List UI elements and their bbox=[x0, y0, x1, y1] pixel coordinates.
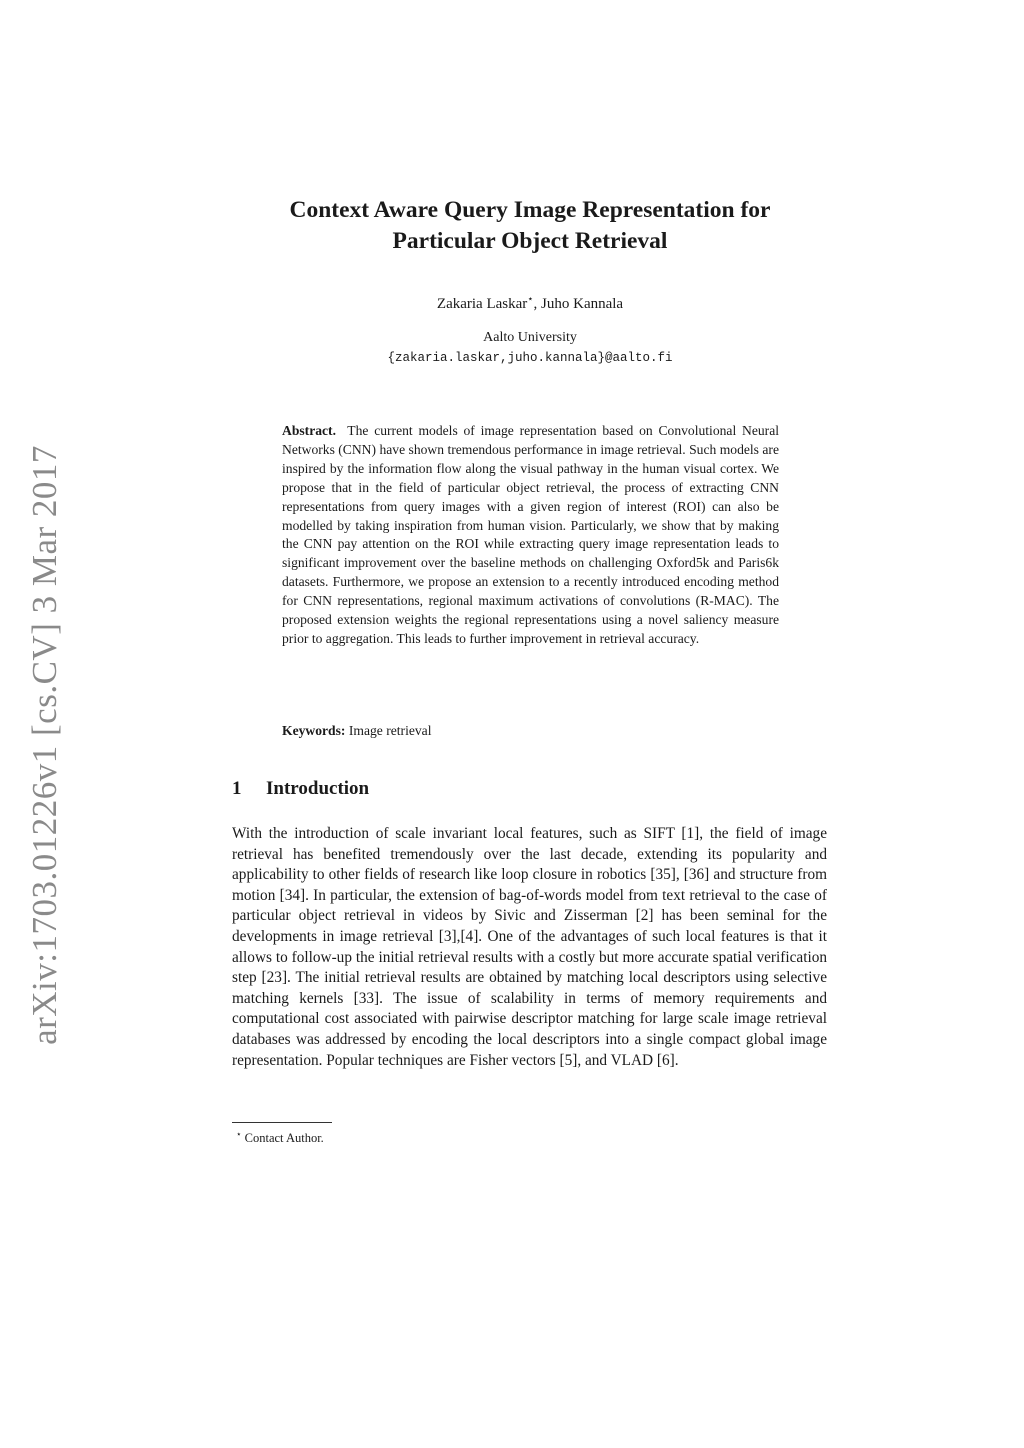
author-name-2: Juho Kannala bbox=[541, 296, 624, 312]
keywords-label: Keywords: bbox=[282, 723, 346, 738]
paper-title bbox=[200, 195, 860, 257]
arxiv-identifier-stamp: arXiv:1703.01226v1 [cs.CV] 3 Mar 2017 bbox=[25, 445, 64, 1045]
author-list bbox=[200, 294, 860, 313]
section-title: Introduction bbox=[266, 778, 370, 799]
author-affiliation: Aalto University bbox=[483, 330, 577, 345]
keywords bbox=[282, 723, 779, 739]
author-separator: , bbox=[533, 296, 542, 312]
footnote bbox=[236, 1129, 324, 1146]
footnote-divider bbox=[232, 1122, 332, 1123]
corresponding-author-mark: ⋆ bbox=[527, 294, 534, 305]
section-number: 1 bbox=[232, 778, 242, 799]
section-heading-introduction bbox=[232, 778, 369, 800]
author-name-1: Zakaria Laskar bbox=[436, 296, 528, 312]
abstract-text: The current models of image representation based on Convolutional Neural Networks (CNN) have shown tremendous performance in image retrieval. Such models are inspired by the information flow along the visual pathway in the human visual cortex. We propose that in the field of particular object retrieval, the process of extracting CNN representations from query images with a given region of interest (ROI) can also be modelled by taking inspiration from human vision. Particularly, we show that by making the CNN pay attention on the ROI while extracting query image representation leads to significant improvement over the baseline methods on challenging Oxford5k and Paris6k datasets. Furthermore, we propose an extension to a recently introduced encoding method for CNN representations, regional maximum activations of convolutions (R-MAC). The proposed extension weights the regional representations using a novel saliency measure prior to aggregation. This leads to further improvement in retrieval accuracy. bbox=[282, 423, 779, 646]
footnote-text: Contact Author. bbox=[244, 1131, 324, 1146]
abstract-label: Abstract. bbox=[282, 423, 336, 438]
keywords-text: Image retrieval bbox=[348, 723, 432, 738]
abstract bbox=[282, 422, 779, 649]
introduction-paragraph: With the introduction of scale invariant local features, such as SIFT [1], the field of image retrieval has benefited tremendously over the last decade, extending its popularity and applicability to other fields of research like loop closure in robotics [35], [36] and structure from motion [34]. In particular, the extension of bag-of-words model from text retrieval to the case of particular object retrieval in videos by Sivic and Zisserman [2] has been seminal for the developments in image retrieval [3],[4]. One of the advantages of such local features is that it allows to follow-up the initial retrieval results with a costly but more accurate spatial verification step [23]. The initial retrieval results are obtained by matching local descriptors using selective matching kernels [33]. The issue of scalability in terms of memory requirements and computational cost associated with pairwise descriptor matching for large scale image retrieval databases was addressed by encoding the local descriptors into a single compact global image representation. Popular techniques are Fisher vectors [5], and VLAD [6]. bbox=[232, 825, 827, 1069]
footnote-mark: ⋆ bbox=[236, 1129, 242, 1139]
paper-title-line-2: Particular Object Retrieval bbox=[392, 228, 668, 254]
author-emails: {zakaria.laskar,juho.kannala}@aalto.fi bbox=[387, 351, 673, 365]
paper-title-line-1: Context Aware Query Image Representation for bbox=[289, 197, 771, 223]
